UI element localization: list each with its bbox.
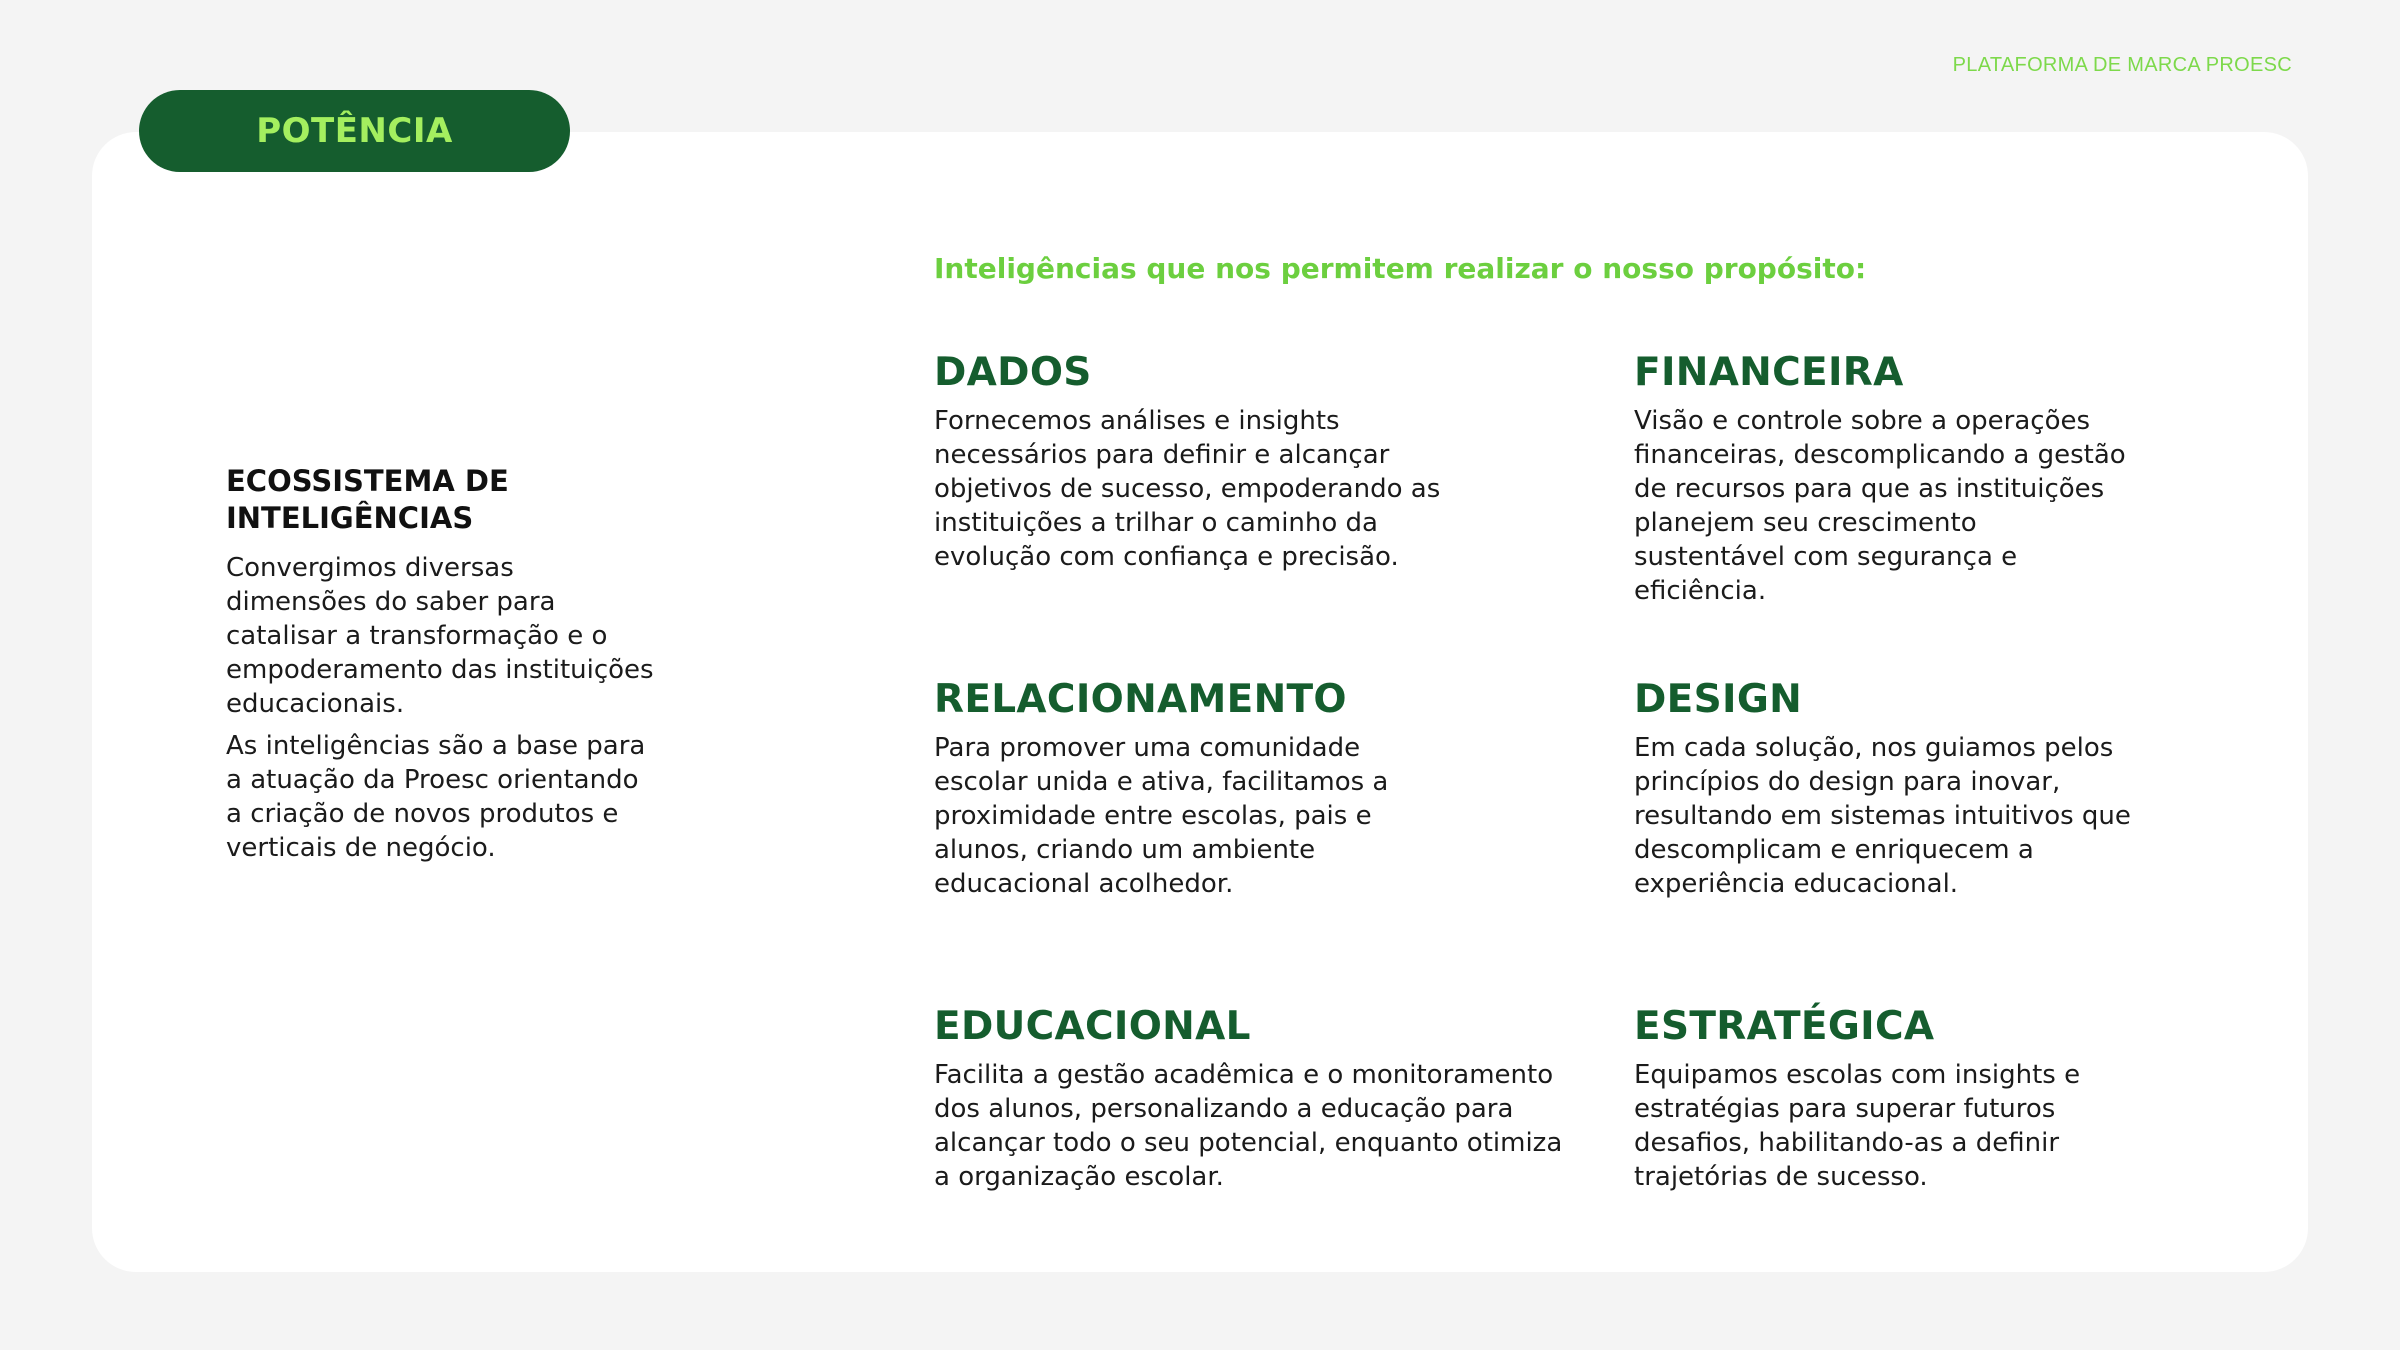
intelligence-title: DESIGN xyxy=(1634,677,1803,722)
intelligence-description: Para promover uma comunidade escolar unida e ativa, facilitamos a proximidade entre escolas, pais e alunos, criando um ambiente educacional acolhedor. xyxy=(934,733,1389,899)
intelligence-item-educacional xyxy=(934,1004,1574,1194)
section-title: POTÊNCIA xyxy=(256,111,453,151)
intelligence-description: Visão e controle sobre a operações financeiras, descomplicando a gestão de recursos para que as instituições planejem seu crescimento sustentável com segurança e eficiência. xyxy=(1634,406,2126,606)
intelligence-title: RELACIONAMENTO xyxy=(934,677,1347,722)
intelligence-item-design xyxy=(1634,677,2134,901)
intelligence-description: Fornecemos análises e insights necessários para definir e alcançar objetivos de sucesso, empoderando as instituições a trilhar o caminho da evolução com confiança e precisão. xyxy=(934,406,1441,572)
intelligence-title: DADOS xyxy=(934,350,1092,395)
intelligence-item-dados xyxy=(934,350,1454,574)
intelligence-item-financeira xyxy=(1634,350,2134,608)
lead-text: Inteligências que nos permitem realizar o nosso propósito: xyxy=(934,252,1867,285)
intro-block xyxy=(226,463,656,873)
intelligence-description: Facilita a gestão acadêmica e o monitoramento dos alunos, personalizando a educação para alcançar todo o seu potencial, enquanto otimiza a organização escolar. xyxy=(934,1060,1563,1192)
intelligence-title: EDUCACIONAL xyxy=(934,1004,1251,1049)
intelligence-description: Equipamos escolas com insights e estratégias para superar futuros desafios, habilitando-as a definir trajetórias de sucesso. xyxy=(1634,1060,2081,1192)
intelligence-item-relacionamento xyxy=(934,677,1454,901)
intelligence-title: ESTRATÉGICA xyxy=(1634,1004,1935,1049)
intelligence-description: Em cada solução, nos guiamos pelos princípios do design para inovar, resultando em sistemas intuitivos que descomplicam e enriquecem a experiência educacional. xyxy=(1634,733,2131,899)
brand-platform-label: PLATAFORMA DE MARCA PROESC xyxy=(1952,54,2292,76)
intro-paragraph: As inteligências são a base para a atuação da Proesc orientando a criação de novos produtos e verticais de negócio. xyxy=(226,731,646,863)
section-title-badge xyxy=(139,90,570,172)
intelligence-item-estrategica xyxy=(1634,1004,2134,1194)
intelligence-title: FINANCEIRA xyxy=(1634,350,1904,395)
intro-heading: ECOSSISTEMA DE INTELIGÊNCIAS xyxy=(226,464,509,535)
intro-paragraph: Convergimos diversas dimensões do saber para catalisar a transformação e o empoderamento das instituições educacionais. xyxy=(226,553,654,719)
